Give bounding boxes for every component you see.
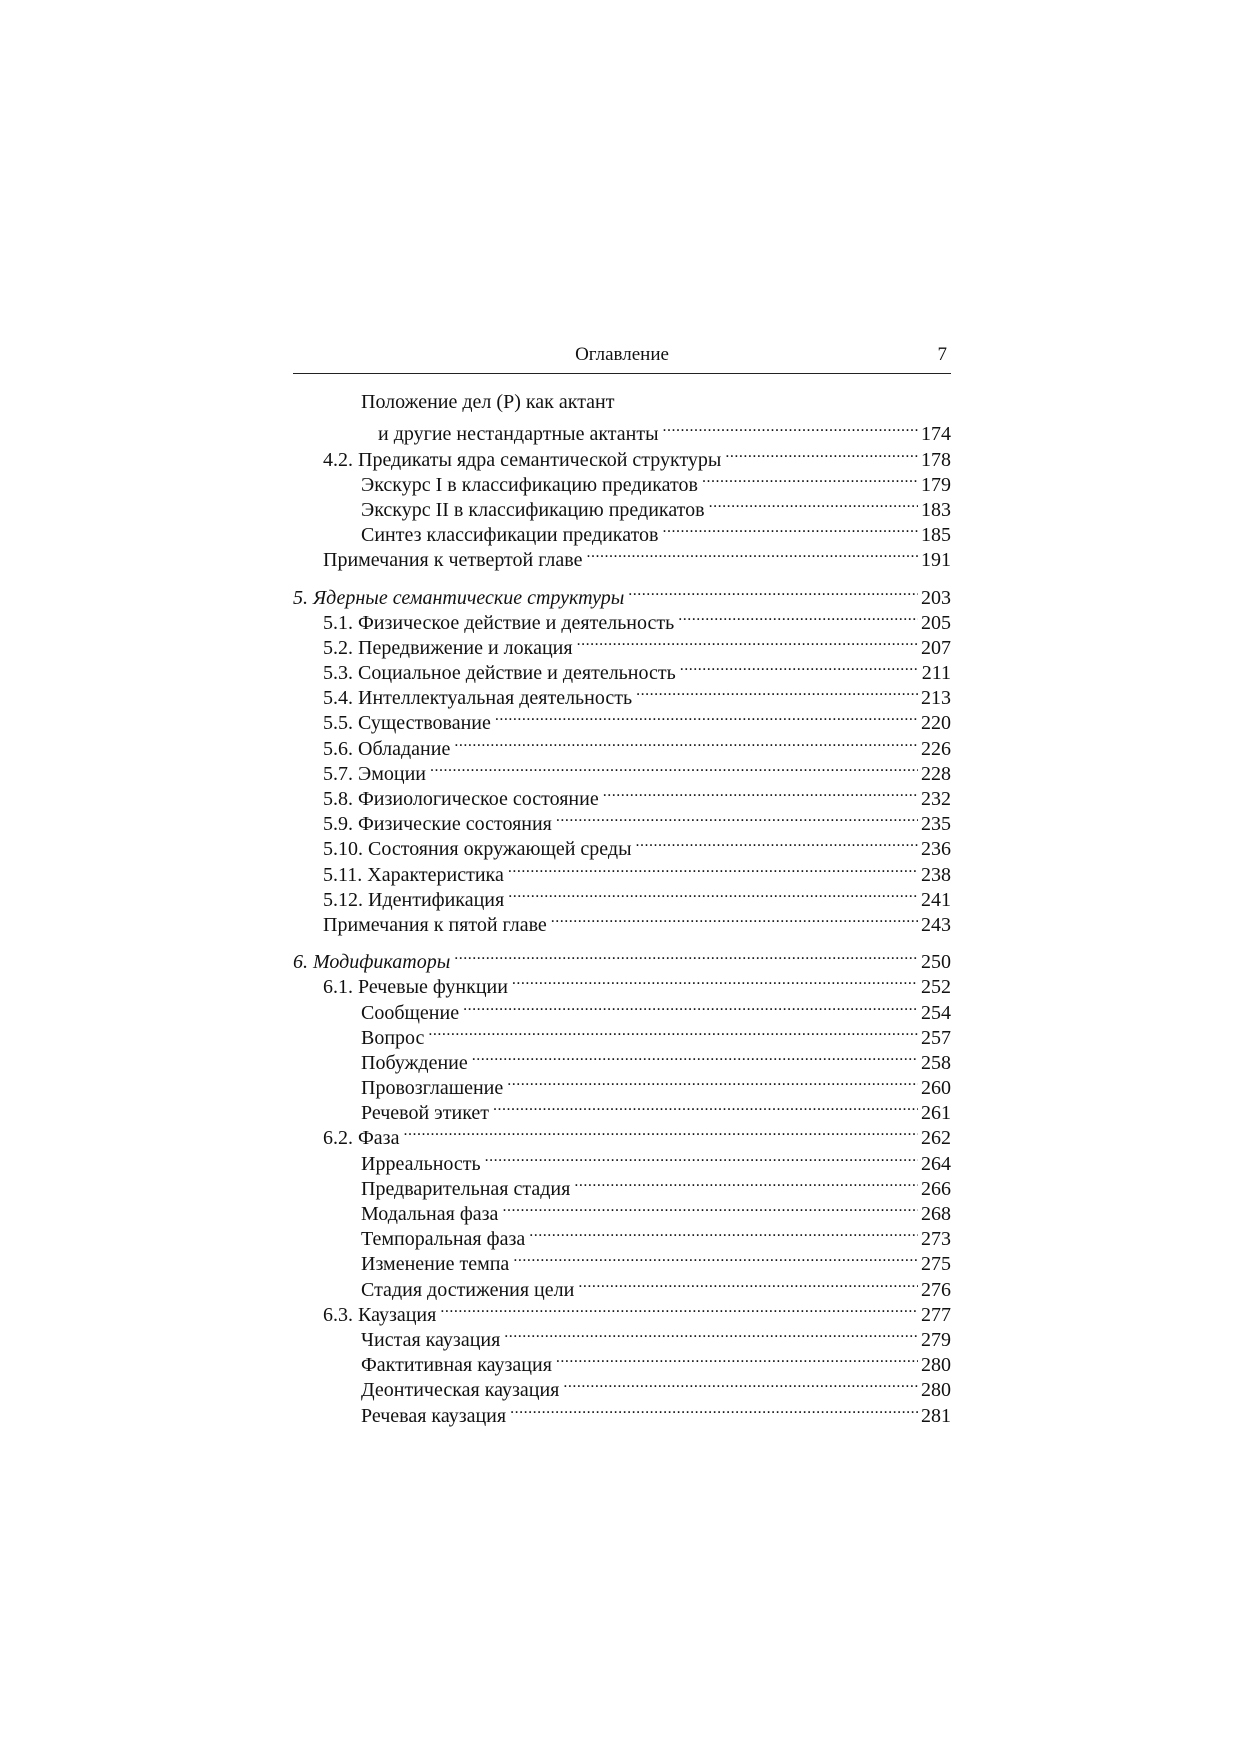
toc-entry-label: 5.12. Идентификация xyxy=(323,888,505,911)
toc-dot-leader xyxy=(636,830,918,855)
toc-dot-leader xyxy=(454,729,918,754)
toc-entry-label: 6. Модификаторы xyxy=(293,951,451,974)
toc-entry-label: Фактитивная каузация xyxy=(361,1354,552,1377)
toc-entry-label: Деонтическая каузация xyxy=(361,1379,560,1402)
toc-entry-page: 241 xyxy=(921,888,951,911)
toc-entry-label: Положение дел (P) как актант xyxy=(361,391,615,413)
toc-entry-label: Изменение темпа xyxy=(361,1253,510,1276)
toc-entry-label: 5.8. Физиологическое состояние xyxy=(323,788,599,810)
toc-dot-leader xyxy=(493,1094,918,1119)
toc-entry-label: 5.9. Физические состояния xyxy=(323,813,552,836)
toc-entry-page: 258 xyxy=(921,1051,951,1074)
toc-entry-label: Речевой этикет xyxy=(361,1102,490,1125)
toc-entry-page: 252 xyxy=(921,976,951,999)
toc-entry-page: 279 xyxy=(921,1328,951,1351)
toc-entry-label: 5.3. Социальное действие и деятельность xyxy=(323,662,676,685)
toc-chapter-entry xyxy=(293,578,951,609)
toc-entry-page: 228 xyxy=(921,762,951,785)
toc-entry-label: Примечания к пятой главе xyxy=(323,913,547,936)
toc-dot-leader xyxy=(472,1044,918,1069)
toc-entry-label: Темпоральная фаза xyxy=(361,1228,526,1251)
toc-entry-page: 203 xyxy=(921,586,951,609)
toc-entry-label: и другие нестандартные актанты xyxy=(378,423,659,446)
toc-dot-leader xyxy=(454,943,918,968)
toc-entry-page: 205 xyxy=(921,611,951,634)
toc-dot-leader xyxy=(508,881,918,906)
toc-entry-label: 6.1. Речевые функции xyxy=(323,976,508,999)
toc-entry-page: 268 xyxy=(921,1203,951,1225)
toc-entry-page: 275 xyxy=(921,1253,951,1276)
toc-dot-leader xyxy=(603,780,918,805)
toc-entry-label: 5.1. Физическое действие и деятельность xyxy=(323,611,675,634)
toc-entry-label: 6.3. Каузация xyxy=(323,1303,437,1326)
toc-dot-leader xyxy=(440,1296,918,1321)
toc-entry-page: 207 xyxy=(921,636,951,659)
toc-entry-page: 266 xyxy=(921,1177,951,1200)
toc-dot-leader xyxy=(485,1144,918,1169)
toc-entry-label: Провозглашение xyxy=(361,1077,504,1100)
toc-entry-page: 183 xyxy=(921,498,951,521)
toc-dot-leader xyxy=(502,1195,918,1220)
toc-entry-page: 277 xyxy=(921,1303,951,1326)
toc-dot-leader xyxy=(513,1245,918,1270)
toc-dot-leader xyxy=(663,516,919,541)
toc-dot-leader xyxy=(507,1069,918,1094)
toc-entry-page: 273 xyxy=(921,1228,951,1251)
toc-chapter-entry xyxy=(293,943,951,974)
toc-entry-label: Ирреальность xyxy=(361,1152,481,1175)
toc-dot-leader xyxy=(636,679,918,704)
toc-entry-page: 264 xyxy=(921,1152,951,1175)
page-number: 7 xyxy=(937,344,947,365)
toc-entry-page: 280 xyxy=(921,1354,951,1377)
toc-dot-leader xyxy=(556,1346,918,1371)
toc-dot-leader xyxy=(574,1170,918,1195)
toc-entry-label: Сообщение xyxy=(361,1001,460,1024)
toc-entry-page: 226 xyxy=(921,737,951,760)
toc-entry-page: 238 xyxy=(921,863,951,886)
toc-entry-page: 260 xyxy=(921,1077,951,1100)
toc-entry-label: Синтез классификации предикатов xyxy=(361,524,659,547)
toc-entry-page: 261 xyxy=(921,1102,951,1125)
toc-dot-leader xyxy=(430,755,918,780)
toc-dot-leader xyxy=(551,906,918,931)
toc-dot-leader xyxy=(508,855,918,880)
toc-entry-label: Стадия достижения цели xyxy=(361,1278,575,1301)
toc-entry-page: 281 xyxy=(921,1404,951,1427)
toc-dot-leader xyxy=(510,1396,918,1421)
toc-dot-leader xyxy=(495,704,918,729)
toc-entry-label: 5.4. Интеллектуальная деятельность xyxy=(323,687,633,710)
toc-entry-page: 276 xyxy=(921,1278,951,1301)
toc-entry-page: 174 xyxy=(921,423,951,446)
toc-entry xyxy=(293,415,951,446)
toc-entry-page: 232 xyxy=(921,788,951,810)
toc-dot-leader xyxy=(428,1019,918,1044)
toc-entry-page: 185 xyxy=(921,524,951,547)
toc-entry-label: Экскурс I в классификацию предикатов xyxy=(361,473,698,496)
toc-dot-leader xyxy=(504,1321,918,1346)
page-header xyxy=(293,343,951,374)
toc-entry-page: 236 xyxy=(921,838,951,861)
toc-dot-leader xyxy=(680,654,919,679)
running-title: Оглавление xyxy=(575,344,669,365)
toc-entry-label: Экскурс II в классификацию предикатов xyxy=(361,498,705,521)
toc-dot-leader xyxy=(678,604,918,629)
toc-dot-leader xyxy=(563,1371,918,1396)
toc-entry-page: 235 xyxy=(921,813,951,836)
toc-entry-label: 5. Ядерные семантические структуры xyxy=(293,586,625,609)
toc-entry-page: 262 xyxy=(921,1127,951,1150)
toc-dot-leader xyxy=(463,993,918,1018)
toc-dot-leader xyxy=(709,491,918,516)
toc-entry-page: 257 xyxy=(921,1026,951,1049)
toc-entry-label: Вопрос xyxy=(361,1026,425,1049)
toc-dot-leader xyxy=(702,466,918,491)
toc-entry-page: 191 xyxy=(921,549,951,572)
toc-entry-label: 6.2. Фаза xyxy=(323,1127,400,1150)
toc-entry-label: Предварительная стадия xyxy=(361,1177,571,1200)
toc-entry-label: Речевая каузация xyxy=(361,1404,507,1427)
toc-entry-page: 179 xyxy=(921,473,951,496)
toc-entry-label: 5.6. Обладание xyxy=(323,737,451,760)
toc-dot-leader xyxy=(529,1220,918,1245)
toc-entry-label: 4.2. Предикаты ядра семантической структуры xyxy=(323,448,722,471)
toc-entry-label: Чистая каузация xyxy=(361,1328,501,1351)
toc-dot-leader xyxy=(628,578,918,603)
toc-entry-label: 5.2. Передвижение и локация xyxy=(323,636,573,659)
toc-entry-page: 243 xyxy=(921,913,951,936)
toc-dot-leader xyxy=(663,415,918,440)
toc-dot-leader xyxy=(586,541,918,566)
toc-entry-label: Примечания к четвертой главе xyxy=(323,549,583,572)
toc-entry-page: 250 xyxy=(921,951,951,974)
toc-dot-leader xyxy=(512,968,918,993)
toc-entry-label: Модальная фаза xyxy=(361,1203,499,1225)
toc-dot-leader xyxy=(403,1119,918,1144)
toc-dot-leader xyxy=(578,1270,918,1295)
table-of-contents xyxy=(293,390,951,1427)
toc-entry-page: 280 xyxy=(921,1379,951,1402)
toc-entry-page: 254 xyxy=(921,1001,951,1024)
toc-entry xyxy=(293,390,951,415)
toc-entry-label: Побуждение xyxy=(361,1051,468,1074)
toc-entry-label: 5.11. Характеристика xyxy=(323,863,504,886)
toc-entry-page: 220 xyxy=(921,712,951,735)
toc-dot-leader xyxy=(556,805,918,830)
toc-dot-leader xyxy=(577,629,918,654)
toc-entry-label: 5.5. Существование xyxy=(323,712,491,735)
toc-dot-leader xyxy=(725,440,918,465)
toc-entry-page: 178 xyxy=(921,448,951,471)
toc-entry-label: 5.7. Эмоции xyxy=(323,762,426,785)
toc-entry-page: 211 xyxy=(921,662,951,685)
toc-entry-label: 5.10. Состояния окружающей среды xyxy=(323,838,632,861)
toc-entry-page: 213 xyxy=(921,687,951,710)
